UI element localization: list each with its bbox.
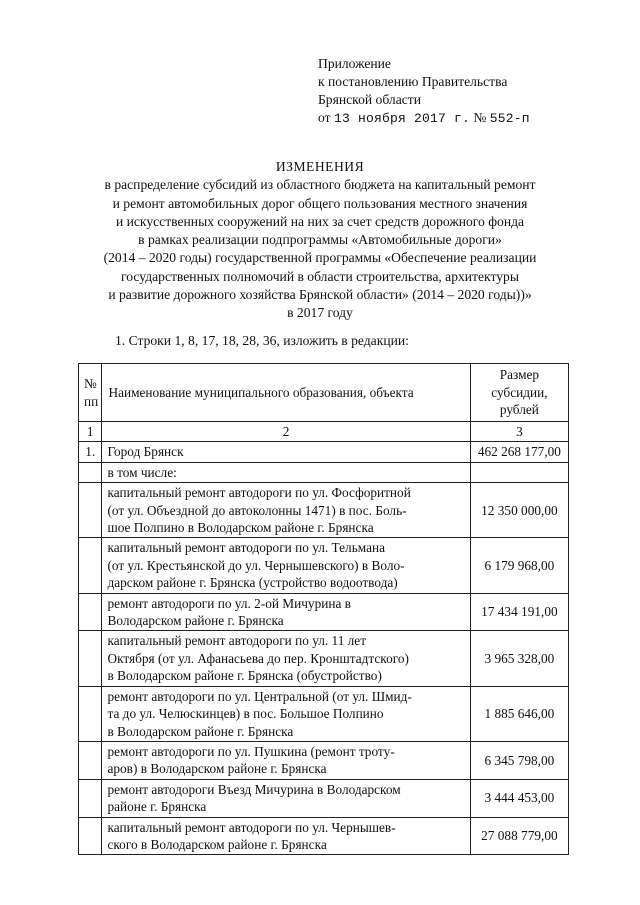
row-amount: 17 434 191,00 [470, 593, 568, 631]
row-name-line: ремонт автодороги по ул. Пушкина (ремонт троту- [107, 743, 395, 759]
row-name-line: ремонт автодороги по ул. 2-ой Мичурина в [107, 595, 351, 611]
column-number-row [79, 422, 569, 442]
table-row [79, 817, 569, 855]
row-name [102, 741, 470, 779]
row-name-line: (от ул. Объездной до автоколонны 1471) в пос. Боль- [107, 502, 407, 518]
row-name-line: Володарском районе г. Брянска [107, 613, 284, 629]
table-row [79, 538, 569, 593]
row-number-empty [79, 483, 102, 538]
row-name-line: шое Полпино в Володарском районе г. Брянска [107, 520, 374, 536]
table-row [79, 593, 569, 631]
header-amount-line: субсидии, [491, 384, 548, 400]
table-row-including [79, 462, 569, 482]
row-name [102, 593, 470, 631]
row-name-line: (от ул. Крестьянской до ул. Чернышевского) в Воло- [107, 557, 405, 573]
row-name-line: ремонт автодороги Въезд Мичурина в Володарском [107, 781, 401, 797]
column-number: 2 [102, 422, 470, 442]
title-line: и развитие дорожного хозяйства Брянской области» (2014 – 2020 годы))» [108, 287, 532, 303]
column-number: 3 [470, 422, 568, 442]
row-number-empty [79, 462, 102, 482]
title-line: и ремонт автомобильных дорог общего пользования местного значения [112, 195, 528, 211]
document-title [0, 158, 640, 323]
row-amount: 1 885 646,00 [470, 686, 568, 741]
row-name-line: аров) в Володарском районе г. Брянска [107, 761, 327, 777]
annex-region: Брянской области [318, 92, 421, 107]
row-name [102, 538, 470, 593]
row-amount: 6 179 968,00 [470, 538, 568, 593]
annex-title: Приложение [318, 56, 391, 71]
row-name-line: та до ул. Челюскинцев) в пос. Большое Полпино [107, 706, 384, 722]
row-number-empty [79, 631, 102, 686]
row-number-empty [79, 817, 102, 855]
subsidy-table [78, 363, 569, 855]
row-name [102, 686, 470, 741]
row-name-line: ремонт автодороги по ул. Центральной (от ул. Шмид- [107, 688, 412, 704]
row-name-line: дарском районе г. Брянска (устройство водоотвода) [107, 575, 398, 591]
table-row-city [79, 442, 569, 462]
row-name: Город Брянск [102, 442, 470, 462]
row-name-line: ского в Володарском районе г. Брянска [107, 836, 327, 852]
annex-date: 13 ноября 2017 г. [333, 111, 470, 126]
row-name [102, 631, 470, 686]
annex-date-prefix: от [318, 110, 331, 125]
row-amount: 6 345 798,00 [470, 741, 568, 779]
row-name-line: в Володарском районе г. Брянска [107, 723, 294, 739]
annex-block [318, 55, 530, 128]
row-amount-empty [470, 462, 568, 482]
annex-resolution: к постановлению Правительства [318, 74, 508, 89]
row-number-empty [79, 593, 102, 631]
table-header-row [79, 364, 569, 422]
row-name [102, 817, 470, 855]
title-line: в рамках реализации подпрограммы «Автомобильные дороги» [138, 232, 502, 248]
title-line: (2014 – 2020 годы) государственной программы «Обеспечение реализации [103, 250, 537, 266]
row-number-empty [79, 779, 102, 817]
title-line: в 2017 году [287, 305, 353, 321]
title-line: государственных полномочий в области строительства, архитектуры [121, 268, 519, 284]
table-row [79, 686, 569, 741]
table-row [79, 741, 569, 779]
header-amount-line: рублей [499, 402, 539, 418]
column-number: 1 [79, 422, 102, 442]
row-amount: 3 444 453,00 [470, 779, 568, 817]
row-number: 1. [79, 442, 102, 462]
table-row [79, 631, 569, 686]
row-number-empty [79, 686, 102, 741]
lead-paragraph: 1. Строки 1, 8, 17, 18, 28, 36, изложить в редакции: [115, 333, 409, 348]
row-name-line: Октября (от ул. Афанасьева до пер. Кронштадтского) [107, 650, 409, 666]
title-line: и искусственных сооружений на них за счет средств дорожного фонда [115, 213, 525, 229]
row-amount: 462 268 177,00 [470, 442, 568, 462]
header-num [79, 364, 102, 422]
title-heading: ИЗМЕНЕНИЯ [275, 159, 365, 174]
annex-number-prefix: № [473, 110, 487, 125]
row-name-line: капитальный ремонт автодороги по ул. Фосфоритной [107, 485, 411, 501]
table-row [79, 483, 569, 538]
header-amount-line: Размер [499, 367, 540, 383]
row-number-empty [79, 741, 102, 779]
header-num-line: № [84, 376, 97, 392]
header-amount [470, 364, 568, 422]
row-including: в том числе: [102, 462, 470, 482]
table-row [79, 779, 569, 817]
row-number-empty [79, 538, 102, 593]
header-name: Наименование муниципального образования, объекта [102, 364, 470, 422]
annex-number: 552-п [489, 111, 530, 126]
annex-date-line [318, 109, 530, 128]
row-name-line: капитальный ремонт автодороги по ул. 11 лет [107, 633, 367, 649]
row-amount: 3 965 328,00 [470, 631, 568, 686]
row-name-line: в Володарском районе г. Брянска (обустройство) [107, 668, 382, 684]
row-amount: 12 350 000,00 [470, 483, 568, 538]
row-name-line: капитальный ремонт автодороги по ул. Чернышев- [107, 819, 396, 835]
row-name [102, 779, 470, 817]
header-num-line: пп [84, 393, 99, 409]
row-amount: 27 088 779,00 [470, 817, 568, 855]
row-name-line: районе г. Брянска [107, 799, 207, 815]
table-detail-rows [79, 483, 569, 855]
row-name [102, 483, 470, 538]
row-name-line: капитальный ремонт автодороги по ул. Тельмана [107, 540, 385, 556]
title-line: в распределение субсидий из областного бюджета на капитальный ремонт [104, 177, 536, 193]
